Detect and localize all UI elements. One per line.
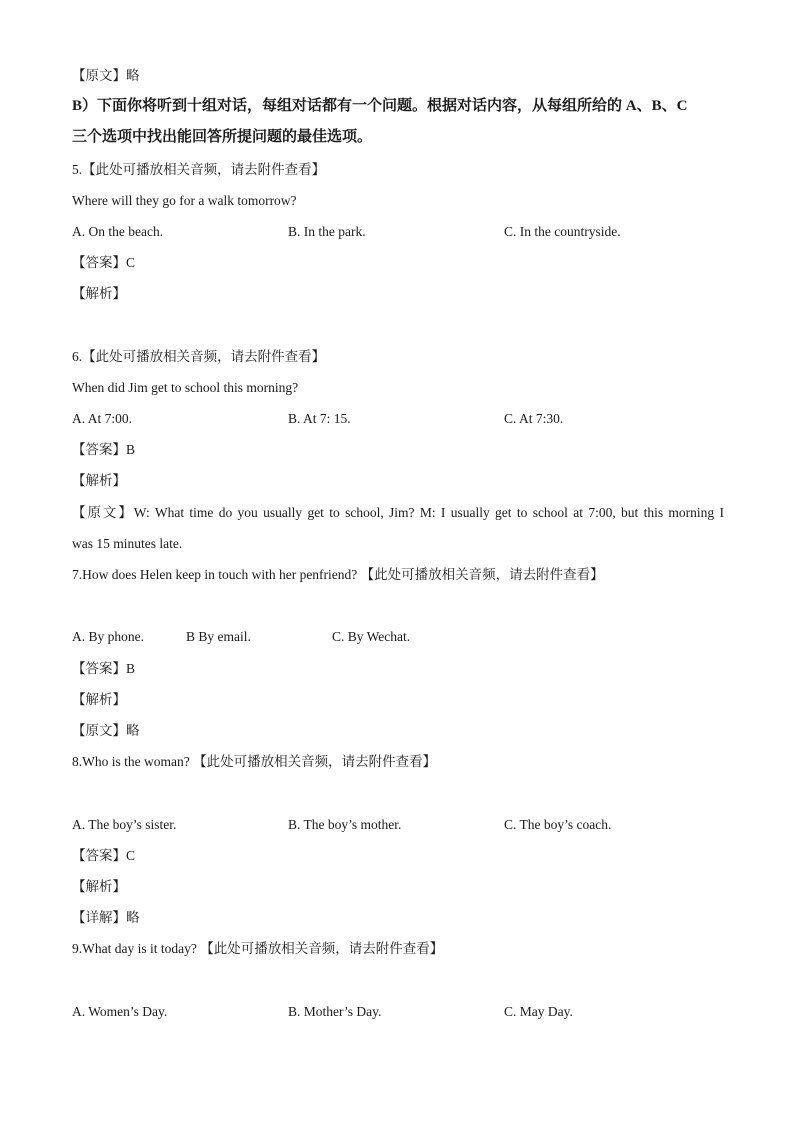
question-7-answer: 【答案】B <box>72 660 136 676</box>
section-instructions-line1: B）下面你将听到十组对话，每组对话都有一个问题。根据对话内容，从每组所给的 A、B、C <box>72 98 688 115</box>
question-5-text: Where will they go for a walk tomorrow? <box>72 192 297 208</box>
option-c: C. At 7:30. <box>504 411 564 427</box>
option-c: C. By Wechat. <box>332 629 411 645</box>
option-a: A. On the beach. <box>72 223 164 239</box>
option-c: C. The boy’s coach. <box>504 816 612 832</box>
option-b: B. The boy’s mother. <box>288 816 402 832</box>
question-8-answer: 【答案】C <box>72 847 136 863</box>
question-7-options <box>72 621 724 652</box>
option-a: A. The boy’s sister. <box>72 816 177 832</box>
option-b: B. At 7: 15. <box>288 411 351 427</box>
question-8-analysis: 【解析】 <box>72 878 126 894</box>
option-a: A. Women’s Day. <box>72 1003 168 1019</box>
question-8-options <box>72 809 724 840</box>
question-6-heading[interactable]: 6.【此处可播放相关音频，请去附件查看】 <box>72 348 326 364</box>
spacer <box>72 590 724 621</box>
spacer <box>72 777 724 808</box>
question-5-options <box>72 216 724 247</box>
option-a: A. At 7:00. <box>72 411 133 427</box>
question-5-analysis: 【解析】 <box>72 286 126 302</box>
question-6-text: When did Jim get to school this morning? <box>72 379 299 395</box>
question-6-answer: 【答案】B <box>72 442 136 458</box>
question-6-transcript-line2: was 15 minutes late. <box>72 535 183 551</box>
question-7-heading[interactable]: 7.How does Helen keep in touch with her penfriend? 【此处可播放相关音频，请去附件查看】 <box>72 567 604 582</box>
original-text-omitted: 【原文】略 <box>72 68 140 83</box>
question-9-heading[interactable]: 9.What day is it today? 【此处可播放相关音频，请去附件查看】 <box>72 941 444 957</box>
question-6-analysis: 【解析】 <box>72 473 126 489</box>
question-5-answer: 【答案】C <box>72 255 136 271</box>
option-b: B. In the park. <box>288 223 366 239</box>
question-8-details: 【详解】略 <box>72 910 140 926</box>
option-c: C. May Day. <box>504 1003 573 1019</box>
question-7-analysis: 【解析】 <box>72 691 126 707</box>
option-b: B By email. <box>186 629 251 645</box>
document-page <box>72 60 724 1027</box>
question-9-options <box>72 996 724 1027</box>
section-instructions-line2: 三个选项中找出能回答所提问题的最佳选项。 <box>72 129 373 146</box>
spacer <box>72 964 724 995</box>
option-a: A. By phone. <box>72 629 144 645</box>
question-6-transcript-line1: 【原文】W: What time do you usually get to school, Jim? M: I usually get to school at 7:00, but this morning I <box>72 504 724 520</box>
question-5-heading[interactable]: 5.【此处可播放相关音频，请去附件查看】 <box>72 161 326 177</box>
question-8-heading[interactable]: 8.Who is the woman? 【此处可播放相关音频，请去附件查看】 <box>72 754 437 770</box>
option-b: B. Mother’s Day. <box>288 1003 382 1019</box>
question-7-transcript: 【原文】略 <box>72 722 140 738</box>
question-6-options <box>72 403 724 434</box>
spacer <box>72 310 724 341</box>
option-c: C. In the countryside. <box>504 223 621 239</box>
